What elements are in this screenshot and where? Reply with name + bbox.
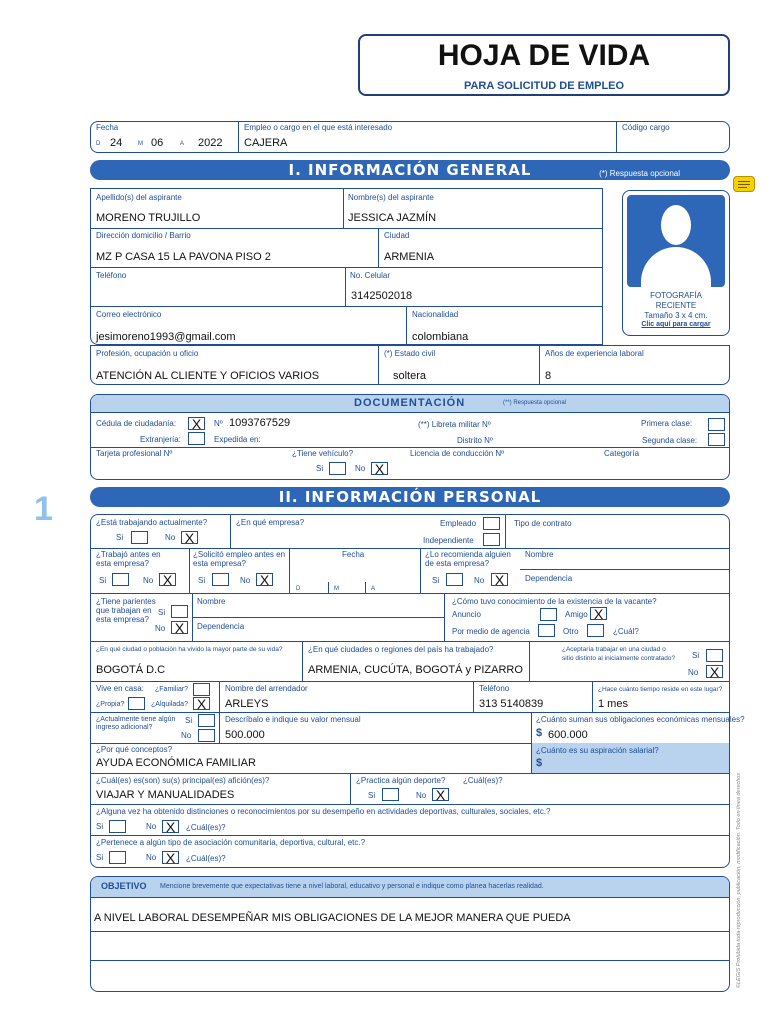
ciudades-trabajo-label: ¿En qué ciudades o regiones del país ha trabajado? — [308, 645, 494, 654]
copyright-note: ©LEGIS Prohibida toda reproducción, publicación, modificación. Todo en línea derechos — [736, 772, 742, 988]
contrato-label: Tipo de contrato — [514, 519, 572, 528]
deporte-no-checkbox[interactable]: X — [432, 788, 449, 801]
solicito-si-checkbox[interactable] — [212, 573, 229, 586]
recomienda-label-2: de esta empresa? — [425, 559, 490, 568]
correo-value[interactable]: jesimoreno1993@gmail.com — [96, 331, 236, 343]
ingreso-label: ¿Actualmente tiene algún — [96, 716, 176, 723]
comment-icon[interactable] — [733, 176, 755, 192]
distinciones-no-checkbox[interactable]: X — [162, 820, 179, 833]
cual-label: ¿Cuál? — [613, 627, 639, 636]
section-1-title: I. INFORMACIÓN GENERAL — [288, 161, 532, 179]
section-2-header — [90, 487, 730, 507]
solicito-label: ¿Solicitó empleo antes en — [193, 550, 286, 559]
vehiculo-no-label: No — [355, 464, 366, 473]
civil-value[interactable]: soltera — [393, 370, 427, 382]
amigo-checkbox[interactable]: X — [590, 607, 607, 620]
parientes-dependencia-label: Dependencia — [197, 622, 245, 631]
asociacion-si-checkbox[interactable] — [109, 851, 126, 864]
direccion-value[interactable]: MZ P CASA 15 LA PAVONA PISO 2 — [96, 251, 271, 263]
month-prefix: M — [138, 141, 143, 147]
cedula-value[interactable]: 1093767529 — [229, 417, 291, 429]
nombres-value[interactable]: JESSICA JAZMÍN — [348, 212, 437, 224]
arrendador-telefono-label: Teléfono — [479, 684, 510, 693]
vehiculo-label: ¿Tiene vehículo? — [292, 449, 354, 458]
photo-label-3: Tamaño 3 x 4 cm. — [644, 311, 708, 320]
apellidos-value[interactable]: MORENO TRUJILLO — [96, 212, 201, 224]
conceptos-label: ¿Por qué conceptos? — [96, 745, 173, 754]
photo-label-2: RECIENTE — [655, 301, 697, 310]
ciudad-vivido-value[interactable]: BOGOTÁ D.C — [96, 664, 166, 676]
agencia-checkbox[interactable] — [538, 624, 555, 637]
tiempo-label: ¿Hace cuánto tiempo reside en este lugar? — [598, 686, 723, 693]
direccion-label: Dirección domicilio / Barrio — [96, 231, 191, 240]
trabajando-no-label: No — [165, 533, 176, 542]
nacionalidad-value[interactable]: colombiana — [412, 331, 469, 343]
solicito-si-label: Si — [198, 576, 206, 585]
propia-label: ¿Propia? — [96, 701, 125, 708]
parientes-si-label: Si — [158, 608, 166, 617]
valor-value[interactable]: 500.000 — [225, 729, 265, 741]
empleo-value[interactable]: CAJERA — [244, 137, 288, 149]
independiente-checkbox[interactable] — [483, 533, 500, 546]
parientes-si-checkbox[interactable] — [171, 605, 188, 618]
empleo-label: Empleo o cargo en el que está interesado — [244, 123, 393, 132]
vehiculo-no-checkbox[interactable]: X — [371, 462, 388, 475]
aceptaria-label-2: sitio distinto al inicialmente contratado? — [562, 655, 676, 662]
photo-box[interactable] — [622, 190, 730, 336]
section-1-header — [90, 160, 730, 180]
tarjeta-label: Tarjeta profesional Nº — [96, 449, 173, 458]
arrendador-value[interactable]: ARLEYS — [225, 698, 269, 710]
anuncio-label: Anuncio — [452, 610, 481, 619]
cedula-no-label: Nº — [214, 419, 223, 428]
independiente-label: Independiente — [423, 536, 474, 545]
aspiracion-dollar[interactable]: $ — [536, 757, 543, 769]
vehiculo-si-label: Si — [316, 464, 324, 473]
objetivo-hint: Mencione brevemente que expectativas tiene a nivel laboral, educativo y personal e indique como planea hacerlas realidad. — [160, 883, 544, 890]
parientes-label: ¿Tiene parientes — [96, 597, 156, 606]
parientes-label-3: esta empresa? — [96, 615, 149, 624]
otro-checkbox[interactable] — [587, 624, 604, 637]
ingreso-si-checkbox[interactable] — [198, 714, 215, 727]
documentation-title: DOCUMENTACIÓN — [354, 397, 466, 409]
empresa-label: ¿En qué empresa? — [236, 518, 305, 527]
deporte-si-checkbox[interactable] — [382, 788, 399, 801]
conceptos-value[interactable]: AYUDA ECONÓMICA FAMILIAR — [96, 757, 256, 769]
aspiracion-label: ¿Cuánto es su aspiración salarial? — [536, 746, 659, 755]
photo-upload-link[interactable]: Clic aquí para cargar — [641, 321, 711, 328]
recomienda-nombre-label: Nombre — [525, 550, 554, 559]
tiempo-value[interactable]: 1 mes — [598, 698, 628, 710]
nombres-label: Nombre(s) del aspirante — [348, 193, 434, 202]
familiar-checkbox[interactable] — [193, 683, 210, 696]
documentation-optional: (**) Respuesta opcional — [503, 400, 567, 406]
cedula-checkbox[interactable]: X — [188, 417, 205, 430]
vehiculo-si-checkbox[interactable] — [329, 462, 346, 475]
primera-clase-label: Primera clase: — [641, 419, 693, 428]
asociacion-label: ¿Pertenece a algún tipo de asociación comunitaria, deportiva, cultural, etc.? — [96, 838, 366, 847]
alquilada-label: ¿Alquilada? — [151, 701, 188, 708]
vive-label: Vive en casa: — [96, 684, 144, 693]
date-month[interactable]: 06 — [151, 137, 164, 149]
solicito-fecha-m: M — [334, 586, 339, 592]
asociacion-si-label: Si — [96, 853, 104, 862]
extranjeria-checkbox[interactable] — [188, 432, 205, 445]
trabajo-antes-si-checkbox[interactable] — [112, 573, 129, 586]
propia-checkbox[interactable] — [128, 697, 145, 710]
solicito-no-label: No — [240, 576, 251, 585]
distinciones-label: ¿Alguna vez ha obtenido distinciones o reconocimientos por su desempeño en actividades deportivas, culturales, sociales, etc.? — [96, 807, 551, 816]
alquilada-checkbox[interactable]: X — [193, 697, 210, 710]
licencia-label: Licencia de conducción Nº — [410, 449, 505, 458]
correo-label: Correo electrónico — [96, 310, 162, 319]
profesion-value[interactable]: ATENCIÓN AL CLIENTE Y OFICIOS VARIOS — [96, 370, 320, 382]
ingreso-label-2: ingreso adicional? — [96, 724, 153, 731]
parientes-nombre-label: Nombre — [197, 597, 226, 606]
distrito-label: Distrito Nº — [457, 436, 493, 445]
ingreso-no-checkbox[interactable] — [198, 729, 215, 742]
empleado-checkbox[interactable] — [483, 517, 500, 530]
segunda-clase-label: Segunda clase: — [642, 436, 698, 445]
codigo-label: Código cargo — [622, 123, 670, 132]
libreta-label: (**) Libreta militar Nº — [418, 420, 491, 429]
otro-label: Otro — [563, 627, 579, 636]
date-day[interactable]: 24 — [110, 137, 123, 149]
experiencia-label: Años de experiencia laboral — [545, 349, 644, 358]
fecha-label: Fecha — [96, 123, 119, 132]
trabajo-antes-si-label: Si — [99, 576, 107, 585]
ingreso-si-label: Si — [185, 716, 193, 725]
trabajo-antes-label-2: esta empresa? — [96, 559, 149, 568]
trabajando-si-label: Si — [116, 533, 124, 542]
photo-label-1: FOTOGRAFÍA — [650, 291, 702, 300]
aceptaria-no-checkbox[interactable]: X — [706, 665, 723, 678]
agencia-label: Por medio de agencia — [452, 627, 530, 636]
aceptaria-si-checkbox[interactable] — [706, 649, 723, 662]
cedula-label: Cédula de ciudadanía: — [96, 419, 177, 428]
trabajo-antes-no-checkbox[interactable]: X — [159, 573, 176, 586]
optional-note: (*) Respuesta opcional — [599, 169, 680, 178]
celular-value[interactable]: 3142502018 — [351, 290, 413, 302]
deporte-no-label: No — [416, 791, 427, 800]
distinciones-si-checkbox[interactable] — [109, 820, 126, 833]
asociacion-no-label: No — [146, 853, 157, 862]
civil-label: (*) Estado civil — [384, 349, 436, 358]
recomienda-label: ¿Lo recomienda alguien — [425, 550, 511, 559]
form-title: HOJA DE VIDA — [437, 39, 651, 72]
deporte-cuales-label: ¿Cuál(es)? — [463, 776, 503, 785]
date-year[interactable]: 2022 — [198, 137, 223, 149]
obligaciones-label: ¿Cuánto suman sus obligaciones económicas mensuales? — [536, 715, 745, 724]
objetivo-title: OBJETIVO — [101, 881, 147, 891]
recomienda-no-checkbox[interactable]: X — [491, 573, 508, 586]
trabajo-antes-label: ¿Trabajó antes en — [96, 550, 161, 559]
valor-label: Descríbalo e indique su valor mensual — [225, 715, 361, 724]
aficion-value[interactable]: VIAJAR Y MANUALIDADES — [96, 789, 235, 801]
experiencia-value[interactable]: 8 — [545, 370, 552, 382]
asociacion-cuales-label: ¿Cuál(es)? — [186, 854, 226, 863]
photo-placeholder-icon — [627, 195, 725, 287]
profesion-label: Profesión, ocupación u oficio — [96, 349, 199, 358]
trabajando-label: ¿Está trabajando actualmente? — [96, 518, 208, 527]
deporte-si-label: Si — [368, 791, 376, 800]
solicito-fecha-a: A — [371, 586, 376, 592]
recomienda-dependencia-label: Dependencia — [525, 574, 573, 583]
arrendador-label: Nombre del arrendador — [225, 684, 308, 693]
aceptaria-label: ¿Aceptaría trabajar en una ciudad o — [562, 646, 666, 653]
page-number: 1 — [34, 490, 53, 528]
amigo-label: Amigo — [565, 610, 588, 619]
year-prefix: A — [180, 141, 185, 147]
parientes-label-2: que trabajan en — [96, 606, 152, 615]
distinciones-no-label: No — [146, 822, 157, 831]
solicito-label-2: esta empresa? — [193, 559, 246, 568]
distinciones-cuales-label: ¿Cuál(es)? — [186, 823, 226, 832]
anuncio-checkbox[interactable] — [540, 608, 557, 621]
ciudad-value[interactable]: ARMENIA — [384, 251, 435, 263]
title-box — [358, 34, 730, 96]
form-subtitle: PARA SOLICITUD DE EMPLEO — [463, 80, 625, 92]
categoria-label: Categoría — [604, 449, 640, 458]
deporte-label: ¿Practica algún deporte? — [356, 776, 446, 785]
ingreso-no-label: No — [181, 731, 192, 740]
nacionalidad-label: Nacionalidad — [412, 310, 459, 319]
primera-clase-checkbox[interactable] — [708, 418, 725, 431]
obligaciones-value[interactable]: 600.000 — [548, 729, 588, 741]
solicito-no-checkbox[interactable]: X — [256, 573, 273, 586]
extranjeria-label: Extranjería: — [140, 435, 181, 444]
aceptaria-no-label: No — [688, 668, 699, 677]
aficion-label: ¿Cuál(es) es(son) su(s) principal(es) afición(es)? — [96, 776, 270, 785]
asociacion-no-checkbox[interactable]: X — [162, 851, 179, 864]
aceptaria-si-label: Si — [692, 651, 700, 660]
ciudad-label: Ciudad — [384, 231, 410, 240]
familiar-label: ¿Familiar? — [155, 686, 189, 693]
solicito-fecha-label: Fecha — [342, 550, 365, 559]
ciudad-vivido-label: ¿En qué ciudad o población ha vivido la mayor parte de su vida? — [96, 646, 283, 653]
obligaciones-dollar: $ — [536, 727, 543, 739]
recomienda-si-checkbox[interactable] — [446, 573, 463, 586]
day-prefix: D — [96, 141, 101, 147]
solicito-fecha-d: D — [296, 586, 301, 592]
objetivo-text[interactable]: A NIVEL LABORAL DESEMPEÑAR MIS OBLIGACIONES DE LA MEJOR MANERA QUE PUEDA — [94, 912, 571, 924]
trabajando-no-checkbox[interactable]: X — [181, 531, 198, 544]
arrendador-telefono-value[interactable]: 313 5140839 — [479, 698, 544, 710]
trabajo-antes-no-label: No — [143, 576, 154, 585]
trabajando-si-checkbox[interactable] — [131, 531, 148, 544]
ciudades-trabajo-value[interactable]: ARMENIA, CUCÚTA, BOGOTÁ y PIZARRO — [308, 664, 523, 676]
expedida-label: Expedida en: — [214, 435, 261, 444]
conocimiento-label: ¿Cómo tuvo conocimiento de la existencia de la vacante? — [452, 597, 657, 606]
parientes-no-checkbox[interactable]: X — [171, 621, 188, 634]
empleado-label: Empleado — [440, 519, 477, 528]
parientes-no-label: No — [155, 624, 166, 633]
recomienda-si-label: Si — [432, 576, 440, 585]
celular-label: No. Celular — [350, 271, 391, 280]
recomienda-no-label: No — [474, 576, 485, 585]
telefono-label: Teléfono — [96, 271, 127, 280]
distinciones-si-label: Si — [96, 822, 104, 831]
section-2-title: II. INFORMACIÓN PERSONAL — [278, 488, 542, 506]
apellidos-label: Apellido(s) del aspirante — [96, 193, 182, 202]
segunda-clase-checkbox[interactable] — [708, 433, 725, 446]
